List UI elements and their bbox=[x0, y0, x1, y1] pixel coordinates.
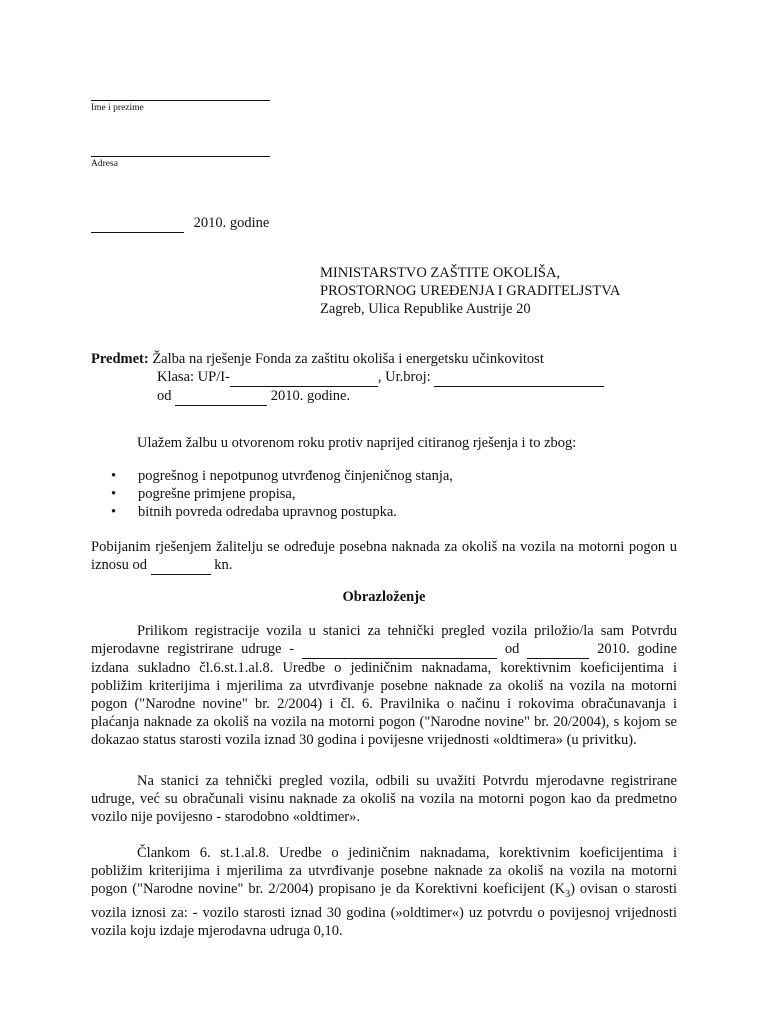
klasa-line bbox=[91, 368, 691, 387]
date-suffix: 2010. godine bbox=[193, 215, 270, 231]
paragraph-3: Člankom 6. st.1.al.8. Uredbe o jediničnim naknadama, korektivnim koeficijentima i pobližim kriterijima i mjerilima za utvrđivanje posebne naknade za okoliš na vozila na motorni pogon ("Narodne novine" br. 2/2004) propisano je da Korektivni koeficijent $(K_3)$ ovisan o starosti vozila iznosi za: - vozilo starosti iznad 30 godina (»oldtimer«) uz potvrdu o povijesnoj vrijednosti vozila koju izdaje mjerodavna udruga 0,10. bbox=[91, 845, 677, 939]
intro-text: Ulažem žalbu u otvorenom roku protiv naprijed citiranog rješenja i to zbog: bbox=[137, 435, 577, 451]
klasa-label: Klasa: UP/I- bbox=[157, 369, 230, 385]
address-label: Adresa bbox=[91, 159, 118, 169]
subject-line bbox=[91, 350, 691, 368]
recipient-block bbox=[320, 264, 700, 318]
date-line bbox=[91, 214, 269, 233]
list-item-text: pogrešne primjene propisa, bbox=[138, 486, 296, 502]
association-blank bbox=[302, 640, 497, 659]
od-label: od bbox=[157, 388, 172, 404]
claim-paragraph bbox=[91, 538, 677, 575]
list-item-text: bitnih povreda odredaba upravnog postupka. bbox=[138, 504, 397, 520]
certificate-date-blank bbox=[527, 640, 589, 659]
paragraph-1: Prilikom registracije vozila u stanici za tehnički pregled vozila priložio/la sam Potvrdu mjerodavne registrirane udruge - od 2010. godine izdana sukladno čl.6.st.1.al.8. Uredbe o jediničnim naknadama, korektivnim koeficijentima i pobližim kriterijima i mjerilima za utvrđivanje posebne naknade za okoliš na vozila na motorni pogon ("Narodne novine" br. 2/2004) i čl. 6. Pravilnika o načinu i rokovima obračunavanja i plaćanja naknade za okoliš na vozila na motorni pogon ("Narodne novine" br. 20/2004), s kojom se dokazao status starosti vozila iznad 30 godina i povijesne vrijednosti «oldtimera» (u privitku). bbox=[91, 623, 678, 748]
od-line bbox=[91, 387, 691, 406]
recipient-line-2: PROSTORNOG UREĐENJA I GRADITELJSTVA bbox=[320, 283, 621, 299]
claim-text: Pobijanim rješenjem žalitelju se određuje posebna naknada za okoliš na vozila na motorni pogon u iznosu od kn. bbox=[91, 539, 677, 573]
bullet-icon: • bbox=[111, 504, 117, 520]
bullet-icon: • bbox=[111, 468, 117, 484]
list-item bbox=[111, 503, 671, 521]
name-label: Ime i prezime bbox=[91, 103, 144, 113]
urbroj-label: , Ur.broj: bbox=[377, 369, 431, 385]
amount-blank bbox=[151, 556, 211, 575]
intro-paragraph bbox=[137, 434, 697, 452]
address-field bbox=[91, 142, 270, 170]
subject-text: Žalba na rješenje Fonda za zaštitu okoliša i energetsku učinkovitost bbox=[152, 351, 544, 367]
bullet-icon: • bbox=[111, 486, 117, 502]
recipient-line-3: Zagreb, Ulica Republike Austrije 20 bbox=[320, 301, 531, 317]
address-line bbox=[91, 142, 270, 157]
heading-obrazlozenje: Obrazloženje bbox=[342, 589, 426, 605]
list-item-text: pogrešnog i nepotpunog utvrđenog činjeničnog stanja, bbox=[138, 468, 453, 484]
name-field bbox=[91, 86, 270, 114]
recipient-line-1: MINISTARSTVO ZAŠTITE OKOLIŠA, bbox=[320, 265, 561, 281]
od-blank bbox=[175, 387, 267, 406]
reasons-list bbox=[111, 467, 671, 521]
paragraph-2: Na stanici za tehnički pregled vozila, odbili su uvažiti Potvrdu mjerodavne registrirane udruge, već su obračunali visinu naknade za okoliš na vozila na motorni pogon kao da predmetno vozilo nije povijesno - starodobno «oldtimer». bbox=[91, 773, 677, 825]
date-blank bbox=[91, 214, 184, 233]
urbroj-blank bbox=[434, 368, 604, 387]
subject-label: Predmet: bbox=[91, 351, 149, 367]
subject-block bbox=[91, 350, 691, 406]
klasa-blank bbox=[230, 368, 378, 387]
od-suffix: 2010. godine. bbox=[270, 388, 351, 404]
name-line bbox=[91, 86, 270, 101]
list-item bbox=[111, 485, 671, 503]
list-item bbox=[111, 467, 671, 485]
